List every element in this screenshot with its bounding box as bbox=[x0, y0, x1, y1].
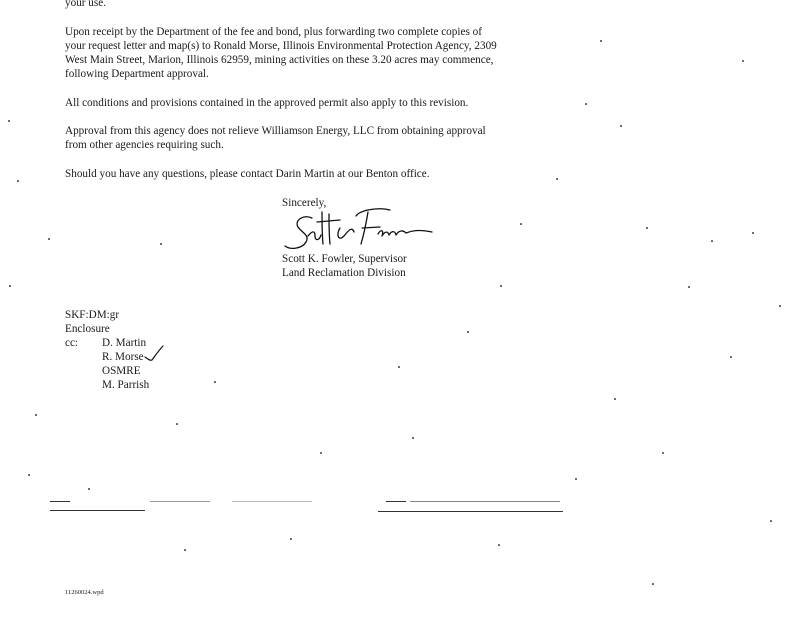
scan-speck bbox=[9, 285, 11, 287]
scan-speck bbox=[467, 331, 469, 333]
scan-rule bbox=[150, 501, 210, 502]
closing: Sincerely, bbox=[282, 197, 327, 209]
cc-recipient: D. Martin bbox=[102, 337, 147, 349]
scan-speck bbox=[88, 488, 90, 490]
scan-speck bbox=[646, 227, 648, 229]
scan-speck bbox=[600, 40, 602, 42]
scan-speck bbox=[48, 238, 50, 240]
scan-speck bbox=[17, 180, 19, 182]
handwritten-checkmark bbox=[143, 344, 165, 362]
scan-speck bbox=[688, 286, 690, 288]
scan-speck bbox=[500, 285, 502, 287]
scan-speck bbox=[35, 414, 37, 416]
paragraph-line: Approval from this agency does not relieve Williamson Energy, LLC from obtaining approval bbox=[65, 125, 486, 137]
scan-speck bbox=[520, 223, 522, 225]
scan-speck bbox=[398, 366, 400, 368]
paragraph-conditions: All conditions and provisions contained in the approved permit also apply to this revision. bbox=[65, 97, 469, 109]
paragraph-contact: Should you have any questions, please contact Darin Martin at our Benton office. bbox=[65, 168, 430, 180]
scan-rule bbox=[50, 501, 70, 502]
scan-speck bbox=[28, 474, 30, 476]
handwritten-signature bbox=[282, 200, 442, 258]
paragraph-line: West Main Street, Marion, Illinois 62959, mining activities on these 3.20 acres may commence, bbox=[65, 54, 494, 66]
paragraph-line: your request letter and map(s) to Ronald Morse, Illinois Environmental Protection Agency, 2309 bbox=[65, 40, 497, 52]
paragraph-line: Upon receipt by the Department of the fee and bond, plus forwarding two complete copies of bbox=[65, 26, 482, 38]
scan-speck bbox=[8, 120, 10, 122]
scan-speck bbox=[770, 520, 772, 522]
scan-rule bbox=[378, 511, 563, 512]
scan-speck bbox=[662, 452, 664, 454]
scan-speck bbox=[160, 243, 162, 245]
scan-rule bbox=[410, 501, 560, 502]
cc-label: cc: bbox=[65, 337, 79, 349]
scan-speck bbox=[320, 452, 322, 454]
scan-speck bbox=[652, 583, 654, 585]
scan-speck bbox=[184, 549, 186, 551]
scan-speck bbox=[742, 60, 744, 62]
cc-recipient: OSMRE bbox=[102, 365, 141, 377]
paragraph-line: following Department approval. bbox=[65, 68, 209, 80]
scan-rule bbox=[386, 501, 406, 502]
scan-speck bbox=[779, 305, 781, 307]
scan-speck bbox=[730, 356, 732, 358]
signer-division: Land Reclamation Division bbox=[282, 267, 406, 279]
signer-name: Scott K. Fowler, Supervisor bbox=[282, 253, 407, 265]
scan-rule bbox=[50, 510, 145, 511]
scan-speck bbox=[556, 178, 558, 180]
scan-speck bbox=[711, 240, 713, 242]
scan-speck bbox=[498, 544, 500, 546]
scan-speck bbox=[752, 232, 754, 234]
typist-initials: SKF:DM:gr bbox=[65, 309, 120, 321]
cc-recipient: R. Morse bbox=[102, 351, 144, 363]
scan-speck bbox=[214, 381, 216, 383]
scan-speck bbox=[614, 398, 616, 400]
scan-speck bbox=[575, 478, 577, 480]
paragraph-line: from other agencies requiring such. bbox=[65, 139, 224, 151]
enclosure-note: Enclosure bbox=[65, 323, 110, 335]
file-reference: 11260024.wpd bbox=[65, 589, 104, 596]
scan-speck bbox=[585, 103, 587, 105]
scan-speck bbox=[412, 437, 414, 439]
scan-speck bbox=[176, 423, 178, 425]
paragraph-tail: your use. bbox=[65, 0, 107, 9]
scan-speck bbox=[290, 538, 292, 540]
scan-rule bbox=[232, 501, 312, 502]
cc-recipient: M. Parrish bbox=[102, 379, 150, 391]
scan-speck bbox=[620, 125, 622, 127]
